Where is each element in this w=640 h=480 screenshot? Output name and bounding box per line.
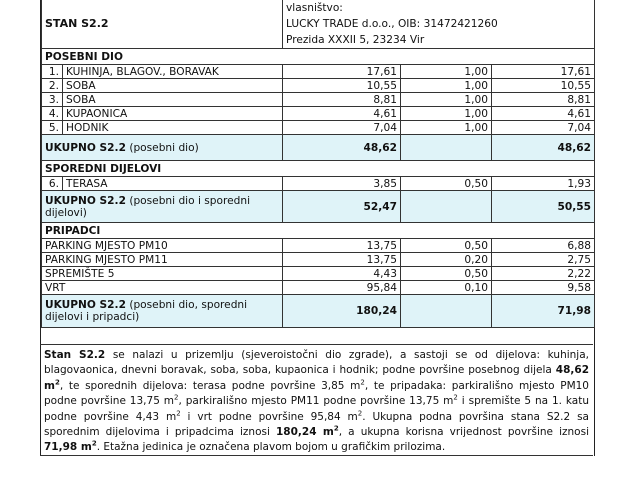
room-coefficient: 0,50 xyxy=(401,177,492,191)
table-row xyxy=(42,79,595,93)
owner-address: Prezida XXXII 5, 23234 Vir xyxy=(286,34,425,46)
table-row xyxy=(42,281,595,295)
room-coefficient: 1,00 xyxy=(401,93,492,107)
total-area: 48,62 xyxy=(283,135,401,161)
room-coefficient: 1,00 xyxy=(401,65,492,79)
superscript: 2 xyxy=(54,378,60,387)
desc-text-3: , te pripadaka: parkirališno mjesto PM10 podne površine 13,75 m xyxy=(44,379,589,408)
total-row-pripadci xyxy=(42,295,595,328)
total-coefficient-empty xyxy=(401,191,492,223)
total-area: 52,47 xyxy=(283,191,401,223)
item-coefficient: 0,50 xyxy=(401,267,492,281)
room-name: SOBA xyxy=(63,79,283,93)
desc-text-1: se nalazi u prizemlju (sjeveroistočni dio zgrade), a sastoji se od dijelova: kuhinja, blagovaonica, dnevni boravak, soba, soba, kupaonica i hodnik; podne površine posebnog dijela xyxy=(44,349,589,377)
item-area: 13,75 xyxy=(283,253,401,267)
desc-special-area-value: 48,62 m xyxy=(44,364,589,392)
row-number: 5. xyxy=(42,121,63,135)
unit-title: STAN S2.2 xyxy=(42,0,283,49)
table-row xyxy=(42,177,595,191)
desc-text-4: , parkirališno mjesto PM11 podne površine 13,75 m xyxy=(178,395,454,408)
room-name: HODNIK xyxy=(63,121,283,135)
desc-useful-value-number: 71,98 m xyxy=(44,441,92,454)
total-label xyxy=(42,135,283,161)
item-name: SPREMIŠTE 5 xyxy=(42,267,283,281)
item-area: 95,84 xyxy=(283,281,401,295)
total-label-rest: (posebni dio, sporedni dijelovi i pripadci) xyxy=(45,299,248,323)
item-coefficient: 0,10 xyxy=(401,281,492,295)
total-area: 180,24 xyxy=(283,295,401,328)
room-area: 8,81 xyxy=(283,93,401,107)
desc-text-7: . Ukupna podna površina stana S2.2 sa sporednim dijelovima i pripadcima iznosi xyxy=(44,410,589,439)
total-coefficient-empty xyxy=(401,295,492,328)
table-row xyxy=(42,93,595,107)
owner-name: LUCKY TRADE d.o.o., OIB: 31472421260 xyxy=(286,18,498,30)
room-name: KUPAONICA xyxy=(63,107,283,121)
desc-total-area-value: 180,24 m xyxy=(275,426,334,439)
room-area: 17,61 xyxy=(283,65,401,79)
desc-text-9: . Etažna jedinica je označena plavom bojom u grafičkim prilozima. xyxy=(96,441,446,454)
room-area: 10,55 xyxy=(283,79,401,93)
total-value: 48,62 xyxy=(492,135,595,161)
item-area: 4,43 xyxy=(283,267,401,281)
total-label-rest: (posebni dio i sporedni dijelovi) xyxy=(45,194,251,219)
total-coefficient-empty xyxy=(401,135,492,161)
room-coefficient: 1,00 xyxy=(401,79,492,93)
total-label xyxy=(42,191,283,223)
item-value: 9,58 xyxy=(492,281,595,295)
row-number: 3. xyxy=(42,93,63,107)
row-number: 6. xyxy=(42,177,63,191)
superscript: 2 xyxy=(176,409,181,418)
item-value: 2,22 xyxy=(492,267,595,281)
desc-unit-name: Stan S2.2 xyxy=(44,349,106,361)
superscript: 2 xyxy=(333,424,339,433)
superscript: 2 xyxy=(91,439,97,448)
superscript: 2 xyxy=(357,409,363,418)
section-heading-pripadci: PRIPADCI xyxy=(42,223,595,239)
area-table xyxy=(41,0,595,328)
section-heading-posebni: POSEBNI DIO xyxy=(42,49,595,65)
superscript: 2 xyxy=(453,393,458,402)
item-area: 13,75 xyxy=(283,239,401,253)
total-row-posebni xyxy=(42,135,595,161)
room-name: KUHINJA, BLAGOV., BORAVAK xyxy=(63,65,283,79)
owner-block xyxy=(283,0,595,49)
room-value: 7,04 xyxy=(492,121,595,135)
total-label-rest: (posebni dio) xyxy=(125,141,199,154)
room-value: 10,55 xyxy=(492,79,595,93)
desc-total-area xyxy=(276,426,339,438)
room-value: 8,81 xyxy=(492,93,595,107)
row-number: 4. xyxy=(42,107,63,121)
row-number: 2. xyxy=(42,79,63,93)
room-value: 1,93 xyxy=(492,177,595,191)
desc-text-2: , te sporednih dijelova: terasa podne površine 3,85 m xyxy=(59,379,361,392)
total-label-bold: UKUPNO S2.2 xyxy=(45,194,126,207)
item-coefficient: 0,50 xyxy=(401,239,492,253)
total-label xyxy=(42,295,283,328)
table-row xyxy=(42,253,595,267)
room-area: 3,85 xyxy=(283,177,401,191)
superscript: 2 xyxy=(174,393,179,402)
superscript: 2 xyxy=(360,378,365,387)
total-row-sporedni xyxy=(42,191,595,223)
total-label-bold: UKUPNO S2.2 xyxy=(45,141,126,154)
desc-text-5: i spremište 5 na 1. katu podne površine 4,43 m xyxy=(44,395,589,423)
room-name: TERASA xyxy=(63,177,283,191)
table-row xyxy=(42,267,595,281)
total-label-bold: UKUPNO S2.2 xyxy=(45,299,126,311)
item-name: PARKING MJESTO PM11 xyxy=(42,253,283,267)
table-row xyxy=(42,121,595,135)
room-area: 7,04 xyxy=(283,121,401,135)
row-number: 1. xyxy=(42,65,63,79)
table-row xyxy=(42,239,595,253)
desc-text-6: i vrt podne površine 95,84 m xyxy=(180,410,358,423)
desc-useful-value xyxy=(44,441,97,453)
total-value: 50,55 xyxy=(492,191,595,223)
room-area: 4,61 xyxy=(283,107,401,121)
table-row xyxy=(42,65,595,79)
item-name: PARKING MJESTO PM10 xyxy=(42,239,283,253)
item-name: VRT xyxy=(42,281,283,295)
item-value: 2,75 xyxy=(492,253,595,267)
owner-label: vlasništvo: xyxy=(286,2,343,14)
table-row xyxy=(42,107,595,121)
item-coefficient: 0,20 xyxy=(401,253,492,267)
desc-text-8: , a ukupna korisna vrijednost površine iznosi xyxy=(338,426,589,439)
room-coefficient: 1,00 xyxy=(401,121,492,135)
room-value: 4,61 xyxy=(492,107,595,121)
room-name: SOBA xyxy=(63,93,283,107)
item-value: 6,88 xyxy=(492,239,595,253)
room-coefficient: 1,00 xyxy=(401,107,492,121)
section-heading-sporedni: SPOREDNI DIJELOVI xyxy=(42,161,595,177)
room-value: 17,61 xyxy=(492,65,595,79)
total-value: 71,98 xyxy=(492,295,595,328)
unit-description xyxy=(40,344,593,456)
